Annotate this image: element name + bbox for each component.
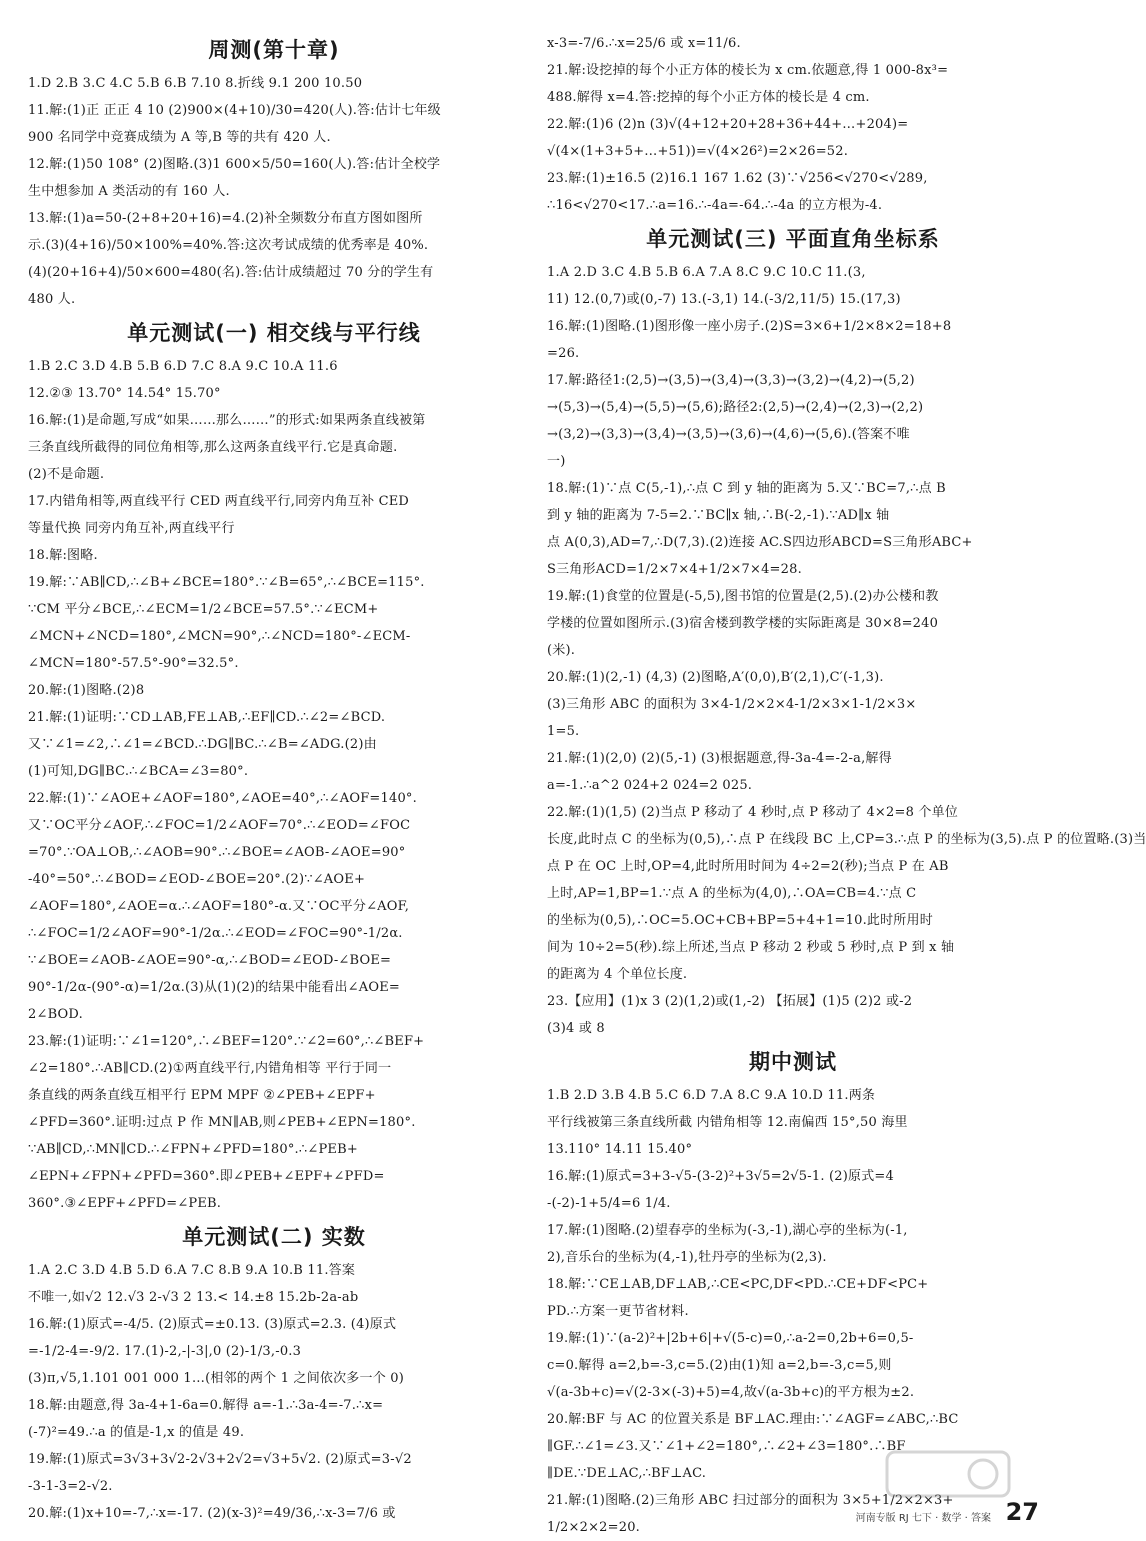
answer-line: 16.解:(1)原式=3+3-√5-(3-2)²+3√5=2√5-1. (2)原式=4: [547, 1169, 894, 1184]
answer-line: (4)(20+16+4)/50×600=480(名).答:估计成绩超过 70 分的学生有: [28, 265, 434, 280]
answer-line: x-3=-7/6.∴x=25/6 或 x=11/6.: [547, 36, 741, 51]
answer-line: 19.解:(1)食堂的位置是(-5,5),图书馆的位置是(2,5).(2)办公楼和教: [547, 589, 939, 604]
answer-line: 的坐标为(0,5),∴OC=5.OC+CB+BP=5+4+1=10.此时所用时: [547, 913, 933, 928]
answer-line: 13.解:(1)a=50-(2+8+20+16)=4.(2)补全频数分布直方图如图所: [28, 211, 423, 226]
answer-line: 平行线被第三条直线所截 内错角相等 12.南偏西 15°,50 海里: [547, 1115, 908, 1130]
answer-line: 18.解:图略.: [28, 548, 98, 563]
answer-line: 21.解:(1)(2,0) (2)(5,-1) (3)根据题意,得-3a-4=-2-a,解得: [547, 751, 892, 766]
answer-line: 18.解:由题意,得 3a-4+1-6a=0.解得 a=-1.∴3a-4=-7.∴x=: [28, 1398, 384, 1413]
section-heading: 周测(第十章): [208, 38, 340, 62]
answer-line: 1.D 2.B 3.C 4.C 5.B 6.B 7.10 8.折线 9.1 200 10.50: [28, 76, 363, 91]
answer-line: 13.110° 14.11 15.40°: [547, 1142, 693, 1157]
answer-line: 18.解:(1)∵点 C(5,-1),∴点 C 到 y 轴的距离为 5.又∵BC=7,∴点 B: [547, 481, 946, 496]
answer-line: -(-2)-1+5/4=6 1/4.: [547, 1196, 671, 1211]
answer-line: S三角形ACD=1/2×7×4+1/2×7×4=28.: [547, 562, 802, 577]
answer-line: c=0.解得 a=2,b=-3,c=5.(2)由(1)知 a=2,b=-3,c=5,则: [547, 1358, 892, 1373]
answer-line: 到 y 轴的距离为 7-5=2.∵BC∥x 轴,∴B(-2,-1).∵AD∥x 轴: [547, 508, 890, 523]
answer-line: 20.解:(1)图略.(2)8: [28, 683, 145, 698]
answer-line: 1.B 2.C 3.D 4.B 5.B 6.D 7.C 8.A 9.C 10.A 11.6: [28, 359, 338, 374]
answer-line: 21.解:设挖掉的每个小正方体的棱长为 x cm.依题意,得 1 000-8x³=: [547, 63, 949, 78]
answer-line: ∠EPN+∠FPN+∠PFD=360°.即∠PEB+∠EPF+∠PFD=: [28, 1169, 385, 1184]
answer-line: ∠MCN+∠NCD=180°,∠MCN=90°,∴∠NCD=180°-∠ECM-: [28, 629, 411, 644]
answer-line: ∠MCN=180°-57.5°-90°=32.5°.: [28, 656, 239, 671]
answer-line: =-1/2-4=-9/2. 17.(1)-2,-|-3|,0 (2)-1/3,-0.3: [28, 1344, 302, 1359]
answer-line: 12.解:(1)50 108° (2)图略.(3)1 600×5/50=160(人).答:估计全校学: [28, 157, 441, 172]
answer-line: 1.A 2.D 3.C 4.B 5.B 6.A 7.A 8.C 9.C 10.C 11.(3,: [547, 265, 866, 280]
answer-line: √(a-3b+c)=√(2-3×(-3)+5)=4,故√(a-3b+c)的平方根为±2.: [547, 1385, 915, 1400]
answer-line: =26.: [547, 346, 580, 361]
answer-line: 1.A 2.C 3.D 4.B 5.D 6.A 7.C 8.B 9.A 10.B 11.答案: [28, 1263, 356, 1278]
answer-line: 条直线的两条直线互相平行 EPM MPF ②∠PEB+∠EPF+: [28, 1088, 376, 1103]
answer-line: 90°-1/2α-(90°-α)=1/2α.(3)从(1)(2)的结果中能看出∠AOE=: [28, 980, 400, 995]
answer-line: ∠AOF=180°,∠AOE=α.∴∠AOF=180°-α.又∵OC平分∠AOF,: [28, 899, 410, 914]
answer-line: 2),音乐台的坐标为(4,-1),牡丹亭的坐标为(2,3).: [547, 1250, 827, 1265]
answer-line: (2)不是命题.: [28, 467, 105, 482]
answer-line: 11.解:(1)正 正正 4 10 (2)900×(4+10)/30=420(人).答:估计七年级: [28, 103, 441, 118]
answer-line: 22.解:(1)6 (2)n (3)√(4+12+20+28+36+44+…+204)=: [547, 117, 909, 132]
answer-line: 17.解:(1)图略.(2)望春亭的坐标为(-3,-1),湖心亭的坐标为(-1,: [547, 1223, 908, 1238]
answer-line: 19.解:∵AB∥CD,∴∠B+∠BCE=180°.∵∠B=65°,∴∠BCE=115°.: [28, 575, 425, 590]
answer-line: 点 A(0,3),AD=7,∴D(7,3).(2)连接 AC.S四边形ABCD=S三角形ABC+: [547, 535, 973, 550]
answer-line: 480 人.: [28, 292, 76, 307]
answer-line: 17.解:路径1:(2,5)→(3,5)→(3,4)→(3,3)→(3,2)→(4,2)→(5,2): [547, 373, 915, 388]
answer-line: √(4×(1+3+5+…+51))=√(4×26²)=2×26=52.: [547, 144, 849, 159]
answer-line: 22.解:(1)∵∠AOE+∠AOF=180°,∠AOE=40°,∴∠AOF=140°.: [28, 791, 417, 806]
section-heading: 期中测试: [749, 1050, 837, 1074]
answer-line: ∠PFD=360°.证明:过点 P 作 MN∥AB,则∠PEB+∠EPN=180°.: [28, 1115, 416, 1130]
section-heading: 单元测试(三) 平面直角坐标系: [646, 227, 940, 251]
answer-line: ∥GF.∴∠1=∠3.又∵∠1+∠2=180°,∴∠2+∠3=180°.∴BF: [547, 1439, 906, 1454]
answer-line: 900 名同学中竞赛成绩为 A 等,B 等的共有 420 人.: [28, 130, 331, 145]
answer-line: 12.②③ 13.70° 14.54° 15.70°: [28, 386, 221, 401]
left-column: [28, 30, 520, 1527]
answer-line: 19.解:(1)原式=3√3+3√2-2√3+2√2=√3+5√2. (2)原式=3-√2: [28, 1452, 412, 1467]
answer-line: 23.解:(1)±16.5 (2)16.1 167 1.62 (3)∵√256<√270<√289,: [547, 171, 928, 186]
answer-line: 一): [547, 454, 566, 469]
answer-line: 又∵OC平分∠AOF,∴∠FOC=1/2∠AOF=70°.∴∠EOD=∠FOC: [28, 818, 411, 833]
answer-line: -3-1-3=2-√2.: [28, 1479, 113, 1494]
answer-line: 19.解:(1)∵(a-2)²+|2b+6|+√(5-c)=0,∴a-2=0,2b+6=0,5-: [547, 1331, 914, 1346]
answer-line: 又∵∠1=∠2,∴∠1=∠BCD.∴DG∥BC.∴∠B=∠ADG.(2)由: [28, 737, 377, 752]
answer-line: 488.解得 x=4.答:挖掉的每个小正方体的棱长是 4 cm.: [547, 90, 870, 105]
answer-line: (3)三角形 ABC 的面积为 3×4-1/2×2×4-1/2×3×1-1/2×3×: [547, 697, 917, 712]
answer-line: (米).: [547, 643, 576, 658]
answer-line: 示.(3)(4+16)/50×100%=40%.答:这次考试成绩的优秀率是 40%.: [28, 238, 429, 253]
answer-line: 21.解:(1)证明:∵CD⊥AB,FE⊥AB,∴EF∥CD.∴∠2=∠BCD.: [28, 710, 386, 725]
footer-text: 河南专版 RJ 七下 · 数学 · 答案: [855, 1513, 991, 1524]
answer-line: (-7)²=49.∴a 的值是-1,x 的值是 49.: [28, 1425, 245, 1440]
answer-line: ∵AB∥CD,∴MN∥CD.∴∠FPN+∠PFD=180°.∴∠PEB+: [28, 1142, 358, 1157]
answer-line: ∵∠BOE=∠AOB-∠AOE=90°-α,∴∠BOD=∠EOD-∠BOE=: [28, 953, 392, 968]
answer-line: 的距离为 4 个单位长度.: [547, 967, 688, 982]
answer-line: 不唯一,如√2 12.√3 2-√3 2 13.< 14.±8 15.2b-2a-ab: [28, 1290, 359, 1305]
answer-line: ∴16<√270<17.∴a=16.∴-4a=-64.∴-4a 的立方根为-4.: [547, 198, 883, 213]
answer-line: →(5,3)→(5,4)→(5,5)→(5,6);路径2:(2,5)→(2,4)→(2,3)→(2,2): [547, 400, 924, 415]
answer-line: 16.解:(1)图略.(1)图形像一座小房子.(2)S=3×6+1/2×8×2=18+8: [547, 319, 952, 334]
answer-line: (1)可知,DG∥BC.∴∠BCA=∠3=80°.: [28, 764, 249, 779]
answer-line: 21.解:(1)图略.(2)三角形 ABC 扫过部分的面积为 3×5+1/2×2×3+: [547, 1493, 954, 1508]
section-heading: 单元测试(一) 相交线与平行线: [127, 321, 421, 345]
watermark-logo-icon: [883, 1444, 1013, 1514]
answer-line: 17.内错角相等,两直线平行 CED 两直线平行,同旁内角互补 CED: [28, 494, 410, 509]
answer-line: 长度,此时点 C 的坐标为(0,5),∴点 P 在线段 BC 上,CP=3.∴点 P 的坐标为(3,5).点 P 的位置略.(3)当: [547, 832, 1146, 847]
answer-line: 上时,AP=1,BP=1.∵点 A 的坐标为(4,0),∴OA=CB=4.∵点 C: [547, 886, 917, 901]
answer-line: →(3,2)→(3,3)→(3,4)→(3,5)→(3,6)→(4,6)→(5,6).(答案不唯: [547, 427, 910, 442]
answer-line: 22.解:(1)(1,5) (2)当点 P 移动了 4 秒时,点 P 移动了 4×2=8 个单位: [547, 805, 958, 820]
section-heading: 单元测试(二) 实数: [182, 1225, 366, 1249]
answer-line: =70°.∵OA⊥OB,∴∠AOB=90°.∴∠BOE=∠AOB-∠AOE=90°: [28, 845, 406, 860]
answer-line: 点 P 在 OC 上时,OP=4,此时所用时间为 4÷2=2(秒);当点 P 在 AB: [547, 859, 949, 874]
answer-line: 1=5.: [547, 724, 580, 739]
answer-line: 16.解:(1)是命题,写成“如果……那么……”的形式:如果两条直线被第: [28, 413, 426, 428]
answer-line: 20.解:(1)(2,-1) (4,3) (2)图略,A′(0,0),B′(2,1),C′(-1,3).: [547, 670, 884, 685]
answer-line: 间为 10÷2=5(秒).综上所述,当点 P 移动 2 秒或 5 秒时,点 P 到 x 轴: [547, 940, 955, 955]
answer-line: a=-1.∴a^2 024+2 024=2 025.: [547, 778, 753, 793]
answer-line: ∥DE.∵DE⊥AC,∴BF⊥AC.: [547, 1466, 707, 1481]
answer-line: 23.解:(1)证明:∵∠1=120°,∴∠BEF=120°.∵∠2=60°,∴∠BEF+: [28, 1034, 425, 1049]
answer-line: ∵CM 平分∠BCE,∴∠ECM=1/2∠BCE=57.5°.∵∠ECM+: [28, 602, 379, 617]
answer-line: -40°=50°.∴∠BOD=∠EOD-∠BOE=20°.(2)∵∠AOE+: [28, 872, 366, 887]
right-column: [547, 30, 1146, 1541]
answer-line: 生中想参加 A 类活动的有 160 人.: [28, 184, 230, 199]
answer-line: 三条直线所截得的同位角相等,那么这两条直线平行.它是真命题.: [28, 440, 398, 455]
answer-line: 1.B 2.D 3.B 4.B 5.C 6.D 7.A 8.C 9.A 10.D 11.两条: [547, 1088, 876, 1103]
page-number: 27: [1005, 1498, 1039, 1526]
answer-line: 11) 12.(0,7)或(0,-7) 13.(-3,1) 14.(-3/2,11/5) 15.(17,3): [547, 292, 901, 307]
answer-line: ∠2=180°.∴AB∥CD.(2)①两直线平行,内错角相等 平行于同一: [28, 1061, 392, 1076]
answer-line: PD.∴方案一更节省材料.: [547, 1304, 689, 1319]
answer-line: 等量代换 同旁内角互补,两直线平行: [28, 521, 235, 536]
answer-line: 360°.③∠EPF+∠PFD=∠PEB.: [28, 1196, 222, 1211]
answer-line: 1/2×2×2=20.: [547, 1520, 641, 1535]
answer-line: 18.解:∵CE⊥AB,DF⊥AB,∴CE<PC,DF<PD.∴CE+DF<PC+: [547, 1277, 929, 1292]
answer-line: 23.【应用】(1)x 3 (2)(1,2)或(1,-2) 【拓展】(1)5 (2)2 或-2: [547, 994, 913, 1009]
answer-line: 20.解:(1)x+10=-7,∴x=-17. (2)(x-3)²=49/36,∴x-3=7/6 或: [28, 1506, 396, 1521]
answer-line: 16.解:(1)原式=-4/5. (2)原式=±0.13. (3)原式=2.3. (4)原式: [28, 1317, 397, 1332]
answer-line: 学楼的位置如图所示.(3)宿舍楼到教学楼的实际距离是 30×8=240: [547, 616, 939, 631]
answer-line: (3)π,√5,1.101 001 000 1…(相邻的两个 1 之间依次多一个 0): [28, 1371, 404, 1386]
answer-line: 2∠BOD.: [28, 1007, 83, 1022]
answer-line: 20.解:BF 与 AC 的位置关系是 BF⊥AC.理由:∵∠AGF=∠ABC,∴BC: [547, 1412, 959, 1427]
answer-line: ∴∠FOC=1/2∠AOF=90°-1/2α.∴∠EOD=∠FOC=90°-1/2α.: [28, 926, 403, 941]
answer-line: (3)4 或 8: [547, 1021, 605, 1036]
